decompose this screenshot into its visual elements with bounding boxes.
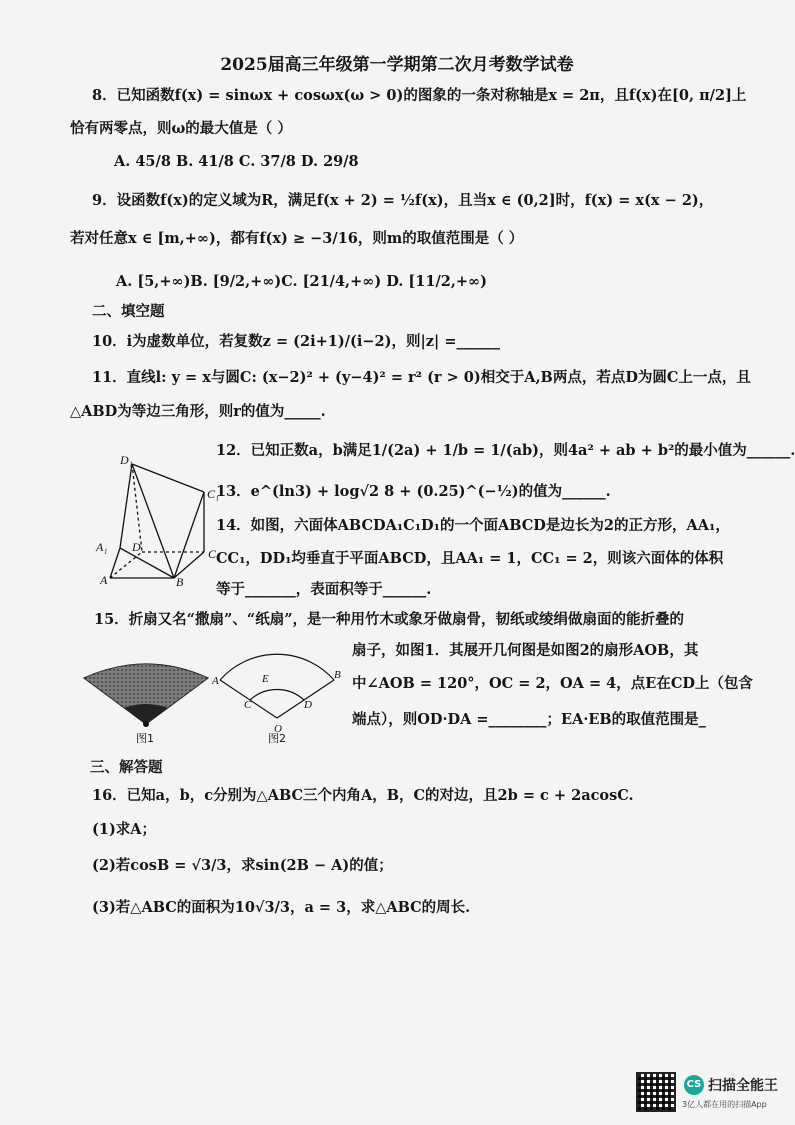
q11-line1: 11．直线l: y = x与圆C: (x−2)² + (y−4)² = r² (r > 0)相交于A,B两点，若点D为圆C上一点，且: [92, 369, 751, 386]
hexahedron-figure: [92, 452, 222, 592]
label-fan-B: B: [334, 669, 341, 681]
label-fan-C: C: [244, 699, 252, 711]
scanner-app-name: 扫描全能王: [708, 1078, 778, 1094]
q16-part2: (2)若cosB = √3/3，求sin(2B − A)的值；: [92, 857, 393, 874]
label-A: A: [100, 573, 108, 587]
q16-part1: (1)求A；: [92, 821, 157, 838]
label-D: D: [132, 540, 141, 554]
q13: 13．e^(ln3) + log√2 8 + (0.25)^(−½)的值为______.: [216, 483, 611, 500]
q8-line1: 8．已知函数f(x) = sinωx + cosωx(ω > 0)的图象的一条对称轴是x = 2π，且f(x)在[0, π/2]上: [92, 87, 747, 104]
label-C: C: [208, 547, 217, 561]
label-fan-D: D: [304, 699, 312, 711]
q8-line2: 恰有两零点，则ω的最大值是（ ）: [70, 120, 292, 137]
q9-line1: 9．设函数f(x)的定义域为R，满足f(x + 2) = ½f(x)，且当x ∈ (0,2]时，f(x) = x(x − 2)，: [92, 192, 714, 209]
scanner-app-tagline: 3亿人都在用的扫描App: [682, 1100, 767, 1109]
figure-2-caption: 图2: [268, 732, 286, 745]
section3: 三、解答题: [90, 759, 163, 776]
sector-aob-figure: [210, 644, 340, 744]
q8-options: A. 45/8 B. 41/8 C. 37/8 D. 29/8: [114, 153, 359, 170]
q15-line4: 端点），则OD·DA =________；EA·EB的取值范围是_: [352, 711, 706, 728]
folding-fan-figure: [76, 656, 216, 746]
q14-line1: 14．如图，六面体ABCDA₁C₁D₁的一个面ABCD是边长为2的正方形，AA₁，: [216, 517, 730, 534]
qr-code: [636, 1072, 676, 1112]
q16-part3: (3)若△ABC的面积为10√3/3，a = 3，求△ABC的周长.: [92, 899, 471, 916]
label-B: B: [176, 575, 184, 589]
label-fan-A: A: [212, 675, 219, 687]
section2: 二、填空题: [92, 303, 165, 320]
q15-line3: 中∠AOB = 120°，OC = 2，OA = 4，点E在CD上（包含: [352, 675, 753, 692]
label-D1: D₁: [120, 453, 133, 467]
q14-line2: CC₁，DD₁均垂直于平面ABCD，且AA₁ = 1，CC₁ = 2，则该六面体的体积: [216, 550, 724, 567]
q15-line2: 扇子，如图1．其展开几何图是如图2的扇形AOB，其: [352, 642, 699, 659]
q14-line3: 等于_______，表面积等于______.: [216, 581, 432, 598]
figure-1-caption: 图1: [136, 732, 154, 745]
page-title: 2025届高三年级第一学期第二次月考数学试卷: [220, 55, 574, 75]
q16-line1: 16．已知a，b，c分别为△ABC三个内角A，B，C的对边，且2b = c + 2acosC.: [92, 787, 634, 804]
q11-line2: △ABD为等边三角形，则r的值为_____.: [70, 403, 326, 420]
label-A1: A₁: [96, 540, 108, 554]
q9-options: A. [5,+∞)B. [9/2,+∞)C. [21/4,+∞) D. [11/2,+∞): [116, 273, 487, 290]
q9-line2: 若对任意x ∈ [m,+∞)，都有f(x) ≥ −3/16，则m的取值范围是（ ）: [70, 230, 524, 247]
label-fan-O: O: [274, 723, 282, 735]
q10: 10．i为虚数单位，若复数z = (2i+1)/(i−2)，则|z| =______: [92, 333, 500, 350]
label-C1: C₁: [207, 487, 220, 501]
camscanner-logo-icon: CS: [684, 1075, 704, 1095]
q15-line1: 15．折扇又名“撒扇”、“纸扇”，是一种用竹木或象牙做扇骨，韧纸或绫绢做扇面的能折叠的: [94, 611, 685, 628]
q12: 12．已知正数a，b满足1/(2a) + 1/b = 1/(ab)，则4a² + ab + b²的最小值为______.: [216, 442, 795, 459]
label-fan-E: E: [262, 673, 269, 685]
